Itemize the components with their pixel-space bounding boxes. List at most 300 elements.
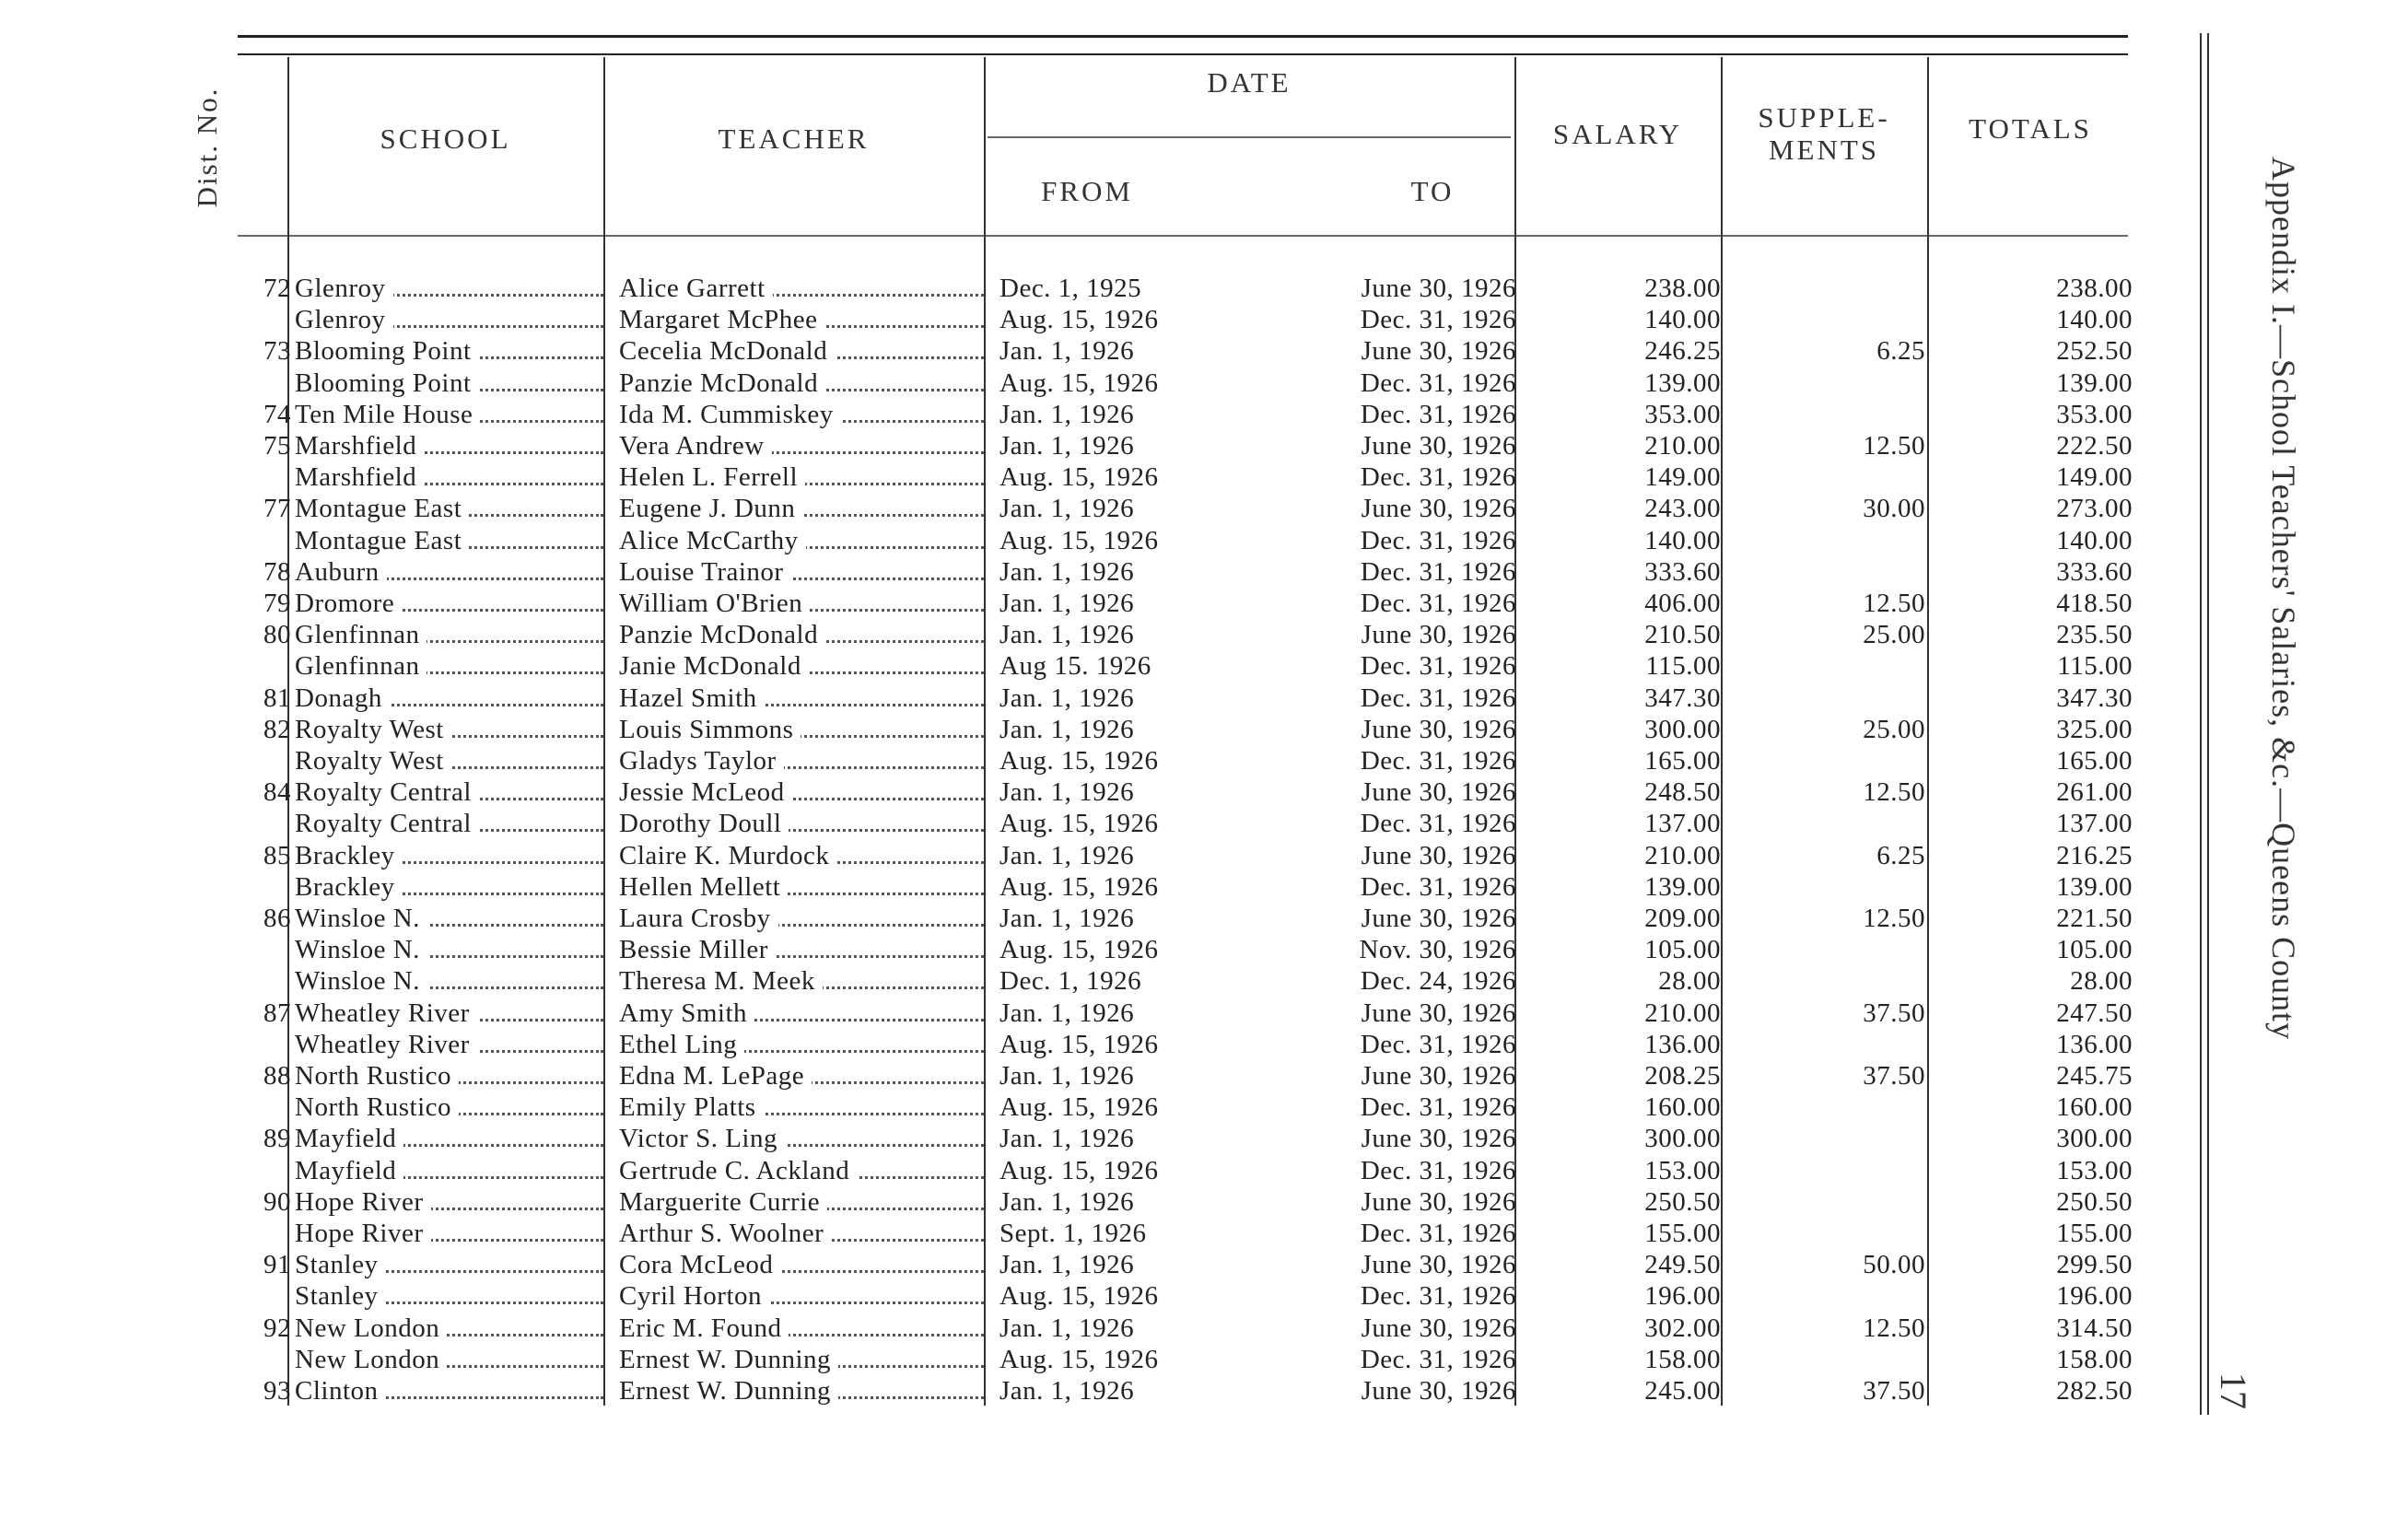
supplements-value: 12.50 — [1863, 1313, 1925, 1343]
total-value: 28.00 — [2070, 966, 2133, 997]
top-rule — [238, 35, 2128, 38]
date-from: Jan. 1, 1926 — [999, 431, 1135, 461]
teacher-name — [619, 1186, 989, 1218]
teacher-name — [619, 273, 989, 304]
table-row — [0, 430, 2211, 461]
teacher-name — [619, 1029, 989, 1060]
teacher-name-text: Emily Platts — [619, 1092, 764, 1122]
total-value: 115.00 — [2057, 651, 2133, 682]
school-name — [295, 304, 606, 335]
school-name — [295, 1249, 606, 1280]
date-to: June 30, 1926 — [1361, 1186, 1516, 1217]
teacher-name-text: Panzie McDonald — [619, 368, 825, 398]
total-value: 160.00 — [2056, 1092, 2133, 1123]
school-name — [295, 683, 606, 714]
dist-number: 78 — [263, 556, 291, 587]
teacher-name — [619, 430, 989, 461]
school-name-text: Winsloe N. — [295, 935, 427, 964]
teacher-name-text: Claire K. Murdock — [619, 841, 836, 870]
date-to: Nov. 30, 1926 — [1359, 935, 1516, 965]
school-name-text: Stanley — [295, 1250, 386, 1279]
salary-value: 115.00 — [1645, 651, 1721, 682]
dist-number: 85 — [263, 840, 291, 870]
teacher-name — [619, 965, 989, 997]
date-to: Dec. 31, 1926 — [1360, 305, 1516, 335]
school-name-text: Wheatley River — [295, 1030, 477, 1059]
total-value: 158.00 — [2056, 1344, 2133, 1374]
salary-value: 153.00 — [1644, 1155, 1721, 1185]
date-to: Dec. 31, 1926 — [1360, 589, 1516, 618]
dist-number: 92 — [263, 1313, 291, 1343]
teacher-name-text: Cyril Horton — [619, 1281, 769, 1311]
teacher-name-text: Louis Simmons — [619, 715, 801, 744]
date-to: June 30, 1926 — [1361, 840, 1516, 870]
supplements-value: 25.00 — [1863, 714, 1925, 744]
date-from: Jan. 1, 1926 — [999, 494, 1135, 524]
school-name-text: Stanley — [295, 1281, 386, 1311]
salary-value: 137.00 — [1644, 809, 1721, 839]
table-row — [0, 335, 2211, 367]
supplements-value: 25.00 — [1863, 620, 1925, 650]
teacher-name-text: Laura Crosby — [619, 904, 778, 933]
date-to: Dec. 31, 1926 — [1360, 1219, 1516, 1248]
table-row — [0, 1155, 2211, 1186]
teacher-name-text: Alice McCarthy — [619, 526, 806, 555]
total-value: 252.50 — [2056, 336, 2133, 367]
school-name — [295, 776, 606, 808]
date-from: Jan. 1, 1926 — [999, 620, 1135, 650]
teacher-name-text: Theresa M. Meek — [619, 966, 823, 996]
school-name — [295, 903, 606, 934]
date-to: June 30, 1926 — [1361, 620, 1516, 650]
teacher-name — [619, 1218, 989, 1249]
total-value: 139.00 — [2056, 871, 2133, 902]
salary-value: 302.00 — [1644, 1313, 1721, 1343]
teacher-name — [619, 1091, 989, 1123]
dist-number: 93 — [263, 1376, 291, 1406]
school-name — [295, 588, 606, 619]
table-row — [0, 776, 2211, 808]
teacher-name-text: Margaret McPhee — [619, 305, 825, 334]
date-from: Sept. 1, 1926 — [999, 1219, 1147, 1248]
teacher-name-text: William O'Brien — [619, 589, 810, 618]
salary-value: 245.00 — [1644, 1376, 1721, 1406]
table-row — [0, 1091, 2211, 1123]
date-to: Dec. 31, 1926 — [1360, 1344, 1516, 1374]
table-row — [0, 1060, 2211, 1091]
date-to: June 30, 1926 — [1361, 431, 1516, 461]
teacher-name-text: Panzie McDonald — [619, 620, 825, 649]
teacher-name — [619, 588, 989, 619]
teacher-name-text: Louise Trainor — [619, 557, 791, 587]
school-name — [295, 556, 606, 588]
date-from: Dec. 1, 1925 — [999, 274, 1142, 303]
salary-value: 210.50 — [1644, 620, 1721, 650]
teacher-name — [619, 745, 989, 776]
date-to: Dec. 31, 1926 — [1360, 462, 1516, 493]
supplements-value: 12.50 — [1863, 431, 1925, 461]
total-value: 153.00 — [2056, 1155, 2133, 1185]
school-name-text: Brackley — [295, 872, 403, 902]
date-to: Dec. 31, 1926 — [1360, 809, 1516, 839]
date-to: Dec. 31, 1926 — [1360, 683, 1516, 713]
total-value: 261.00 — [2056, 777, 2133, 808]
teacher-name-text: Ethel Ling — [619, 1030, 744, 1059]
date-from: Jan. 1, 1926 — [999, 714, 1135, 744]
table-row — [0, 683, 2211, 714]
table-row — [0, 1186, 2211, 1218]
school-name-text: Royalty West — [295, 746, 451, 776]
total-value: 273.00 — [2056, 494, 2133, 524]
school-name-text: Brackley — [295, 841, 403, 870]
school-name-text: Glenfinnan — [295, 651, 427, 681]
teacher-name — [619, 683, 989, 714]
date-from: Aug 15. 1926 — [999, 651, 1151, 682]
school-name-text: Winsloe N. — [295, 966, 427, 996]
total-value: 221.50 — [2056, 904, 2133, 933]
school-name-text: Donagh — [295, 683, 390, 713]
page-number: 17 — [2213, 1372, 2254, 1409]
salary-value: 347.30 — [1644, 683, 1721, 713]
total-value: 245.75 — [2056, 1061, 2133, 1091]
header-from: FROM — [1041, 175, 1133, 207]
teacher-name-text: Amy Smith — [619, 998, 754, 1028]
top-rule-thin — [238, 53, 2128, 55]
teacher-name — [619, 903, 989, 934]
school-name — [295, 368, 606, 399]
date-from: Jan. 1, 1926 — [999, 589, 1135, 618]
teacher-name — [619, 335, 989, 367]
teacher-name-text: Jessie McLeod — [619, 777, 792, 807]
school-name — [295, 1218, 606, 1249]
table-row — [0, 525, 2211, 556]
table-row — [0, 1249, 2211, 1280]
supplements-value: 37.50 — [1863, 1061, 1925, 1091]
total-value: 300.00 — [2056, 1124, 2133, 1154]
date-to: Dec. 31, 1926 — [1360, 1029, 1516, 1059]
total-value: 247.50 — [2056, 998, 2133, 1028]
school-name-text: Auburn — [295, 557, 387, 587]
table-row — [0, 871, 2211, 903]
teacher-name-text: Arthur S. Woolner — [619, 1219, 831, 1248]
date-to: June 30, 1926 — [1361, 904, 1516, 933]
total-value: 235.50 — [2056, 620, 2133, 650]
total-value: 353.00 — [2056, 399, 2133, 429]
dist-number: 87 — [263, 998, 291, 1028]
date-to: Dec. 31, 1926 — [1360, 368, 1516, 398]
table-row — [0, 493, 2211, 524]
teacher-name — [619, 525, 989, 556]
table-row — [0, 1344, 2211, 1375]
teacher-name-text: Alice Garrett — [619, 274, 773, 303]
teacher-name — [619, 368, 989, 399]
school-name-text: Royalty West — [295, 715, 451, 744]
school-name — [295, 840, 606, 871]
dist-number: 75 — [263, 431, 291, 461]
salary-value: 300.00 — [1644, 1124, 1721, 1154]
table-row — [0, 808, 2211, 839]
salary-value: 196.00 — [1644, 1281, 1721, 1312]
school-name-text: Clinton — [295, 1376, 386, 1406]
teacher-name — [619, 304, 989, 335]
date-from: Aug. 15, 1926 — [999, 809, 1159, 839]
teacher-name-text: Eugene J. Dunn — [619, 494, 802, 523]
table-row — [0, 714, 2211, 745]
salary-value: 165.00 — [1644, 746, 1721, 776]
teacher-name-text: Janie McDonald — [619, 651, 809, 681]
school-name — [295, 714, 606, 745]
school-name — [295, 1060, 606, 1091]
school-name-text: Glenfinnan — [295, 620, 427, 649]
school-name — [295, 1123, 606, 1154]
school-name — [295, 1375, 606, 1406]
date-from: Aug. 15, 1926 — [999, 462, 1159, 493]
salary-value: 246.25 — [1644, 336, 1721, 367]
teacher-name — [619, 1313, 989, 1344]
school-name-text: Wheatley River — [295, 998, 477, 1028]
total-value: 196.00 — [2056, 1281, 2133, 1312]
date-from: Jan. 1, 1926 — [999, 399, 1135, 429]
dist-number: 80 — [263, 620, 291, 650]
date-to: June 30, 1926 — [1361, 998, 1516, 1028]
school-name-text: Blooming Point — [295, 336, 479, 366]
table-row — [0, 1375, 2211, 1406]
school-name-text: Marshfield — [295, 462, 424, 492]
total-value: 216.25 — [2056, 840, 2133, 870]
table-row — [0, 965, 2211, 997]
teacher-name-text: Helen L. Ferrell — [619, 462, 805, 492]
total-value: 347.30 — [2056, 683, 2133, 713]
salary-value: 406.00 — [1644, 589, 1721, 618]
table-row — [0, 745, 2211, 776]
salary-value: 248.50 — [1644, 777, 1721, 808]
salary-value: 136.00 — [1644, 1029, 1721, 1059]
date-from: Dec. 1, 1926 — [999, 966, 1142, 997]
teacher-name-text: Eric M. Found — [619, 1313, 789, 1343]
header-bottom-rule — [238, 235, 2128, 237]
date-to: Dec. 24, 1926 — [1360, 966, 1516, 997]
teacher-name — [619, 1155, 989, 1186]
teacher-name-text: Vera Andrew — [619, 431, 772, 461]
school-name-text: Ten Mile House — [295, 400, 480, 429]
date-from: Aug. 15, 1926 — [999, 871, 1159, 902]
teacher-name-text: Ernest W. Dunning — [619, 1345, 838, 1374]
total-value: 140.00 — [2056, 525, 2133, 555]
supplements-value: 37.50 — [1863, 1376, 1925, 1406]
header-to: TO — [1410, 175, 1455, 207]
teacher-name — [619, 840, 989, 871]
date-to: Dec. 31, 1926 — [1360, 1155, 1516, 1185]
supplements-value: 12.50 — [1863, 589, 1925, 618]
total-value: 299.50 — [2056, 1250, 2133, 1280]
date-from: Aug. 15, 1926 — [999, 935, 1159, 965]
teacher-name-text: Gladys Taylor — [619, 746, 784, 776]
school-name — [295, 650, 606, 682]
table-row — [0, 998, 2211, 1029]
date-from: Aug. 15, 1926 — [999, 746, 1159, 776]
date-from: Jan. 1, 1926 — [999, 1250, 1135, 1280]
school-name — [295, 1091, 606, 1123]
date-from: Jan. 1, 1926 — [999, 777, 1135, 808]
table-row — [0, 1280, 2211, 1312]
date-to: June 30, 1926 — [1361, 274, 1516, 303]
teacher-name — [619, 998, 989, 1029]
total-value: 418.50 — [2056, 589, 2133, 618]
supplements-value: 6.25 — [1876, 336, 1925, 367]
total-value: 155.00 — [2056, 1219, 2133, 1248]
salary-value: 140.00 — [1644, 305, 1721, 335]
dist-number: 72 — [263, 274, 291, 303]
salary-value: 160.00 — [1644, 1092, 1721, 1123]
school-name — [295, 335, 606, 367]
date-divider-rule — [988, 136, 1511, 138]
teacher-name — [619, 1123, 989, 1154]
date-to: Dec. 31, 1926 — [1360, 556, 1516, 587]
school-name-text: North Rustico — [295, 1092, 459, 1122]
date-to: June 30, 1926 — [1361, 494, 1516, 524]
school-name — [295, 998, 606, 1029]
salary-value: 139.00 — [1644, 871, 1721, 902]
date-from: Jan. 1, 1926 — [999, 1376, 1135, 1406]
school-name — [295, 273, 606, 304]
dist-number: 91 — [263, 1250, 291, 1280]
supplements-value: 6.25 — [1876, 840, 1925, 870]
date-from: Jan. 1, 1926 — [999, 683, 1135, 713]
teacher-name-text: Hazel Smith — [619, 683, 765, 713]
date-from: Jan. 1, 1926 — [999, 904, 1135, 933]
salary-value: 210.00 — [1644, 840, 1721, 870]
teacher-name — [619, 934, 989, 965]
date-to: June 30, 1926 — [1361, 714, 1516, 744]
salary-value: 158.00 — [1644, 1344, 1721, 1374]
salary-value: 105.00 — [1644, 935, 1721, 965]
teacher-name — [619, 714, 989, 745]
table-row — [0, 1313, 2211, 1344]
school-name-text: Hope River — [295, 1187, 431, 1217]
total-value: 136.00 — [2056, 1029, 2133, 1059]
header-date: DATE — [1207, 66, 1292, 99]
salary-value: 210.00 — [1644, 431, 1721, 461]
date-to: June 30, 1926 — [1361, 1250, 1516, 1280]
date-to: June 30, 1926 — [1361, 1313, 1516, 1343]
table-row — [0, 934, 2211, 965]
school-name — [295, 808, 606, 839]
date-from: Aug. 15, 1926 — [999, 368, 1159, 398]
teacher-name-text: Dorothy Doull — [619, 809, 789, 838]
salary-value: 28.00 — [1658, 966, 1721, 997]
school-name — [295, 1344, 606, 1375]
dist-number: 74 — [263, 399, 291, 429]
teacher-name-text: Ida M. Cummiskey — [619, 400, 841, 429]
date-to: Dec. 31, 1926 — [1360, 1092, 1516, 1123]
teacher-name — [619, 650, 989, 682]
date-to: Dec. 31, 1926 — [1360, 525, 1516, 555]
date-from: Aug. 15, 1926 — [999, 525, 1159, 555]
school-name — [295, 934, 606, 965]
total-value: 325.00 — [2056, 714, 2133, 744]
school-name — [295, 1280, 606, 1312]
school-name-text: Montague East — [295, 494, 469, 523]
salary-value: 140.00 — [1644, 525, 1721, 555]
school-name — [295, 1313, 606, 1344]
teacher-name-text: Victor S. Ling — [619, 1124, 785, 1153]
date-from: Aug. 15, 1926 — [999, 1344, 1159, 1374]
date-from: Jan. 1, 1926 — [999, 556, 1135, 587]
table-row — [0, 461, 2211, 493]
total-value: 238.00 — [2056, 274, 2133, 303]
total-value: 149.00 — [2056, 462, 2133, 493]
salary-value: 300.00 — [1644, 714, 1721, 744]
total-value: 282.50 — [2056, 1376, 2133, 1406]
table-row — [0, 304, 2211, 335]
teacher-name — [619, 1249, 989, 1280]
school-name-text: Dromore — [295, 589, 402, 618]
header-supplements-line1: SUPPLE- — [1758, 101, 1890, 134]
teacher-name-text: Cora McLeod — [619, 1250, 780, 1279]
salary-value: 208.25 — [1644, 1061, 1721, 1091]
date-from: Aug. 15, 1926 — [999, 1092, 1159, 1123]
school-name — [295, 965, 606, 997]
header-salary: SALARY — [1552, 118, 1683, 150]
date-from: Aug. 15, 1926 — [999, 1029, 1159, 1059]
table-row — [0, 903, 2211, 934]
school-name — [295, 461, 606, 493]
total-value: 140.00 — [2056, 305, 2133, 335]
school-name-text: Blooming Point — [295, 368, 479, 398]
dist-number: 88 — [263, 1061, 291, 1091]
total-value: 250.50 — [2056, 1186, 2133, 1217]
school-name-text: Montague East — [295, 526, 469, 555]
date-from: Aug. 15, 1926 — [999, 1281, 1159, 1312]
teacher-name-text: Bessie Miller — [619, 935, 776, 964]
date-to: Dec. 31, 1926 — [1360, 399, 1516, 429]
salary-value: 250.50 — [1644, 1186, 1721, 1217]
teacher-name — [619, 1280, 989, 1312]
school-name — [295, 399, 606, 430]
teacher-name — [619, 1344, 989, 1375]
teacher-name — [619, 556, 989, 588]
dist-number: 79 — [263, 589, 291, 618]
school-name — [295, 525, 606, 556]
salary-value: 249.50 — [1644, 1250, 1721, 1280]
supplements-value: 12.50 — [1863, 777, 1925, 808]
teacher-name-text: Cecelia McDonald — [619, 336, 835, 366]
teacher-name-text: Marguerite Currie — [619, 1187, 827, 1217]
school-name-text: New London — [295, 1313, 447, 1343]
salary-value: 155.00 — [1644, 1219, 1721, 1248]
school-name-text: Glenroy — [295, 305, 393, 334]
school-name-text: Marshfield — [295, 431, 424, 461]
header-totals: TOTALS — [1969, 112, 2092, 145]
dist-number: 90 — [263, 1186, 291, 1217]
date-to: June 30, 1926 — [1361, 1376, 1516, 1406]
header-teacher: TEACHER — [718, 123, 870, 155]
teacher-name-text: Gertrude C. Ackland — [619, 1156, 857, 1185]
school-name — [295, 1155, 606, 1186]
date-to: Dec. 31, 1926 — [1360, 871, 1516, 902]
teacher-name — [619, 808, 989, 839]
table-row — [0, 619, 2211, 650]
supplements-value: 12.50 — [1863, 904, 1925, 933]
header-supplements-line2: MENTS — [1768, 134, 1880, 166]
dist-number: 89 — [263, 1124, 291, 1154]
supplements-value: 50.00 — [1863, 1250, 1925, 1280]
total-value: 333.60 — [2056, 556, 2133, 587]
salary-value: 353.00 — [1644, 399, 1721, 429]
date-from: Jan. 1, 1926 — [999, 1186, 1135, 1217]
teacher-name — [619, 1060, 989, 1091]
date-from: Jan. 1, 1926 — [999, 336, 1135, 367]
